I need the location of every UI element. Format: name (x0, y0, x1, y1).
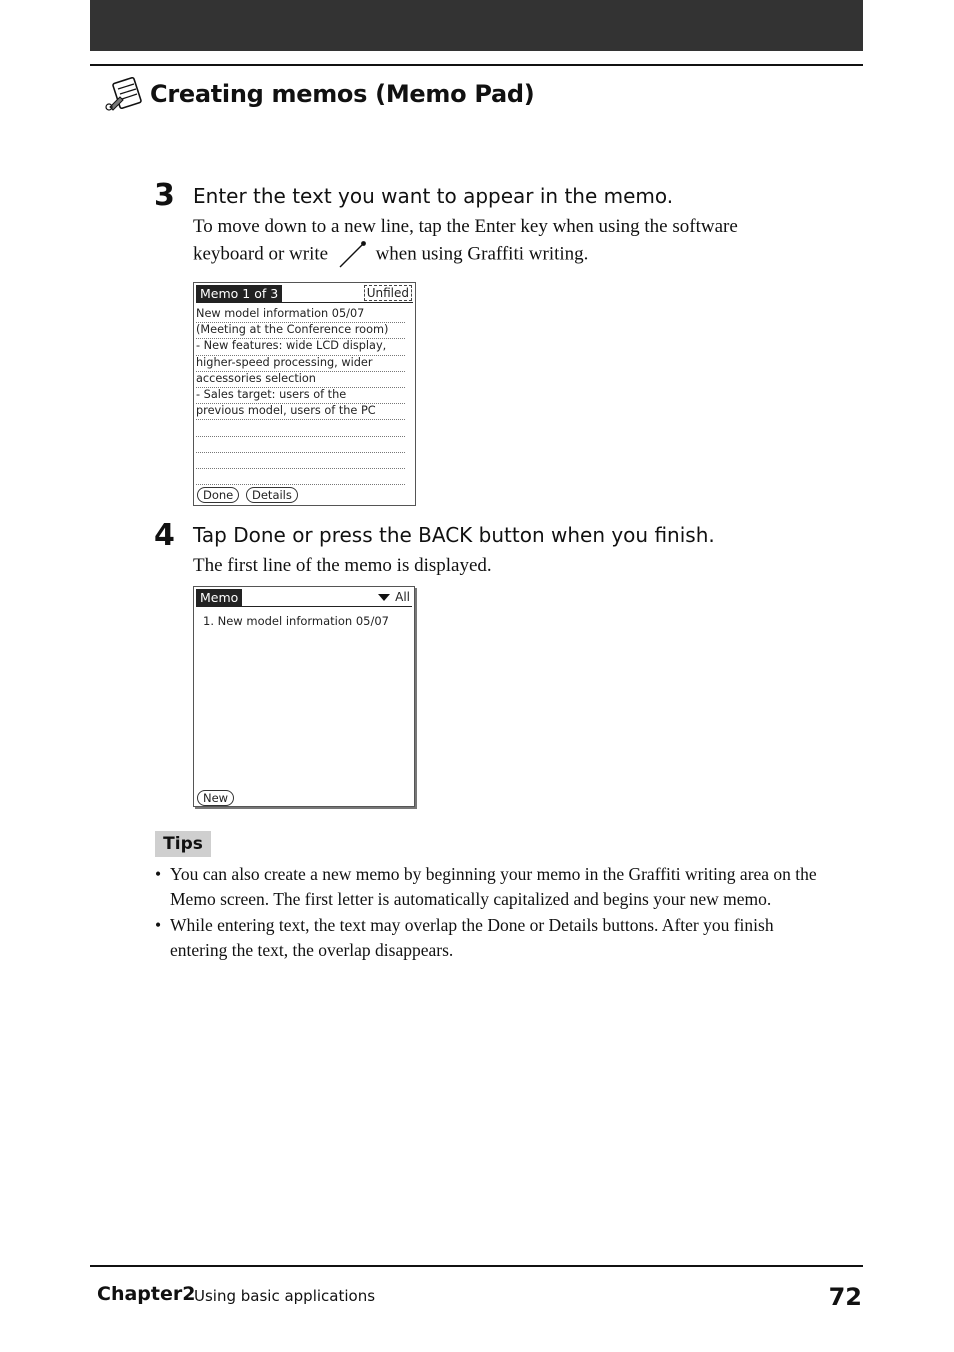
step-3-body-line2 (193, 240, 588, 270)
memo-line (196, 437, 405, 453)
memo-line: accessories selection (196, 372, 405, 388)
top-banner (90, 0, 863, 51)
memo-list-screen (193, 586, 415, 807)
tips-list (155, 862, 835, 964)
memo-pad-icon (104, 77, 144, 111)
step-3-body-line1: To move down to a new line, tap the Enter key when using the software (193, 216, 738, 237)
memo-list-item[interactable]: 1. New model information 05/07 (203, 614, 389, 628)
step-4-body: The first line of the memo is displayed. (193, 555, 492, 576)
step-3-body-text-after: when using Graffiti writing. (375, 243, 589, 265)
memo-line: (Meeting at the Conference room) (196, 323, 405, 339)
dropdown-arrow-icon (378, 594, 390, 601)
category-selector[interactable]: Unfiled (364, 285, 412, 301)
step-4-number: 4 (154, 518, 175, 553)
memo-line: - New features: wide LCD display, (196, 339, 405, 355)
page-number: 72 (828, 1283, 862, 1311)
step-3-heading: Enter the text you want to appear in the memo. (193, 184, 674, 208)
details-button[interactable]: Details (246, 487, 298, 503)
memo-line (196, 453, 405, 469)
memo-line (196, 420, 405, 436)
step-4-heading: Tap Done or press the BACK button when you finish. (193, 523, 715, 547)
page-title: Creating memos (Memo Pad) (150, 80, 535, 108)
memo-line: previous model, users of the PC (196, 404, 405, 420)
memo-list-title-tab: Memo (196, 589, 242, 607)
memo-text-area[interactable] (196, 307, 405, 485)
category-dropdown-value: All (395, 590, 410, 604)
title-underline (196, 606, 412, 607)
memo-title-tab: Memo 1 of 3 (196, 285, 282, 303)
title-underline (196, 302, 413, 303)
tip-item: • You can also create a new memo by beginning your memo in the Graffiti writing area on the Memo screen. The first letter is automatically capitalized and begins your new memo. (155, 862, 835, 911)
memo-line: - Sales target: users of the (196, 388, 405, 404)
header-rule (90, 64, 863, 66)
tip-item: • While entering text, the text may overlap the Done or Details buttons. After you finish entering the text, the overlap disappears. (155, 913, 835, 962)
section-header (104, 76, 534, 112)
step-3-number: 3 (154, 178, 175, 213)
graffiti-enter-stroke-icon (337, 240, 369, 270)
memo-line: New model information 05/07 (196, 307, 405, 323)
step-3-body-text-before: keyboard or write (193, 243, 329, 265)
footer-chapter-subtitle: Using basic applications (194, 1287, 376, 1305)
done-button[interactable]: Done (197, 487, 239, 503)
memo-line: higher-speed processing, wider (196, 356, 405, 372)
memo-line (196, 469, 405, 485)
category-dropdown[interactable] (378, 590, 410, 604)
footer-rule (90, 1265, 863, 1267)
memo-edit-screen (193, 282, 416, 506)
footer-chapter: Chapter2 (97, 1283, 196, 1305)
new-button[interactable]: New (197, 790, 234, 806)
tips-label: Tips (155, 831, 211, 857)
